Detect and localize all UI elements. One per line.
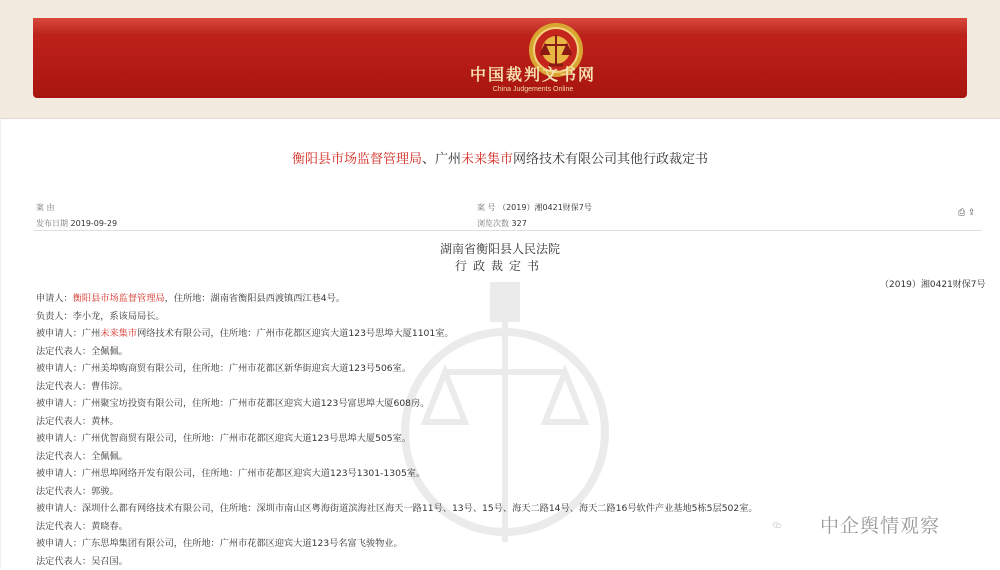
court-name: 湖南省衡阳县人民法院 (0, 240, 1000, 257)
document-title: 衡阳县市场监督管理局、广州未来集市网络技术有限公司其他行政裁定书 (0, 148, 1000, 167)
divider (34, 230, 982, 231)
party-line: 法定代表人：吴召国。 (36, 553, 936, 570)
site-banner (33, 18, 967, 98)
views-value: 327 (512, 219, 527, 228)
views-label: 浏览次数 (477, 219, 509, 228)
case-value: （2019）湘0421财保7号 (498, 203, 592, 212)
site-subtitle: China Judgements Online (433, 86, 633, 93)
party-line: 法定代表人：郭骏。 (36, 483, 936, 501)
case-number: （2019）湘0421财保7号 (880, 277, 986, 290)
party-line: 法定代表人：曹伟淙。 (36, 378, 936, 396)
party-line: 被申请人：广州优智商贸有限公司，住所地：广州市花都区迎宾大道123号思埠大厦505室。 (36, 430, 936, 448)
party-line: 被申请人：深圳什么都有网络技术有限公司，住所地：深圳市南山区粤海街道滨海社区海天一路11号、13号、15号、海天二路14号、海天二路16号软件产业基地5栋5层502室。 (36, 500, 936, 518)
case-meta (477, 202, 592, 213)
party-line: 被申请人：广州未来集市网络技术有限公司，住所地：广州市花都区迎宾大道123号思埠大厦1101室。 (36, 325, 936, 343)
party-line: 法定代表人：黄晓春。 (36, 518, 936, 536)
party-line: 负责人：李小龙，系该局局长。 (36, 308, 936, 326)
watermark-text: 中企舆情观察 (820, 511, 940, 538)
print-share-icon[interactable]: ⎙ ⇪ (958, 208, 976, 218)
party-line: 被申请人：广州聚宝坊投资有限公司，住所地：广州市花都区迎宾大道123号富思埠大厦608房。 (36, 395, 936, 413)
case-label: 案 号 (477, 203, 496, 212)
party-line: 被申请人：广州思埠网络开发有限公司，住所地：广州市花都区迎宾大道123号1301-1305室。 (36, 465, 936, 483)
party-line: 法定代表人：全佩佩。 (36, 343, 936, 361)
date-meta (36, 218, 117, 229)
party-line: 法定代表人：黄林。 (36, 413, 936, 431)
date-value: 2019-09-29 (71, 219, 118, 228)
party-line: 被申请人：广州美埠购商贸有限公司，住所地：广州市花都区新华街迎宾大道123号506室。 (36, 360, 936, 378)
site-title: 中国裁判文书网 (433, 62, 633, 85)
cause-label: 案 由 (36, 203, 55, 212)
document-type: 行政裁定书 (0, 257, 1000, 274)
wechat-icon (772, 510, 816, 540)
party-line: 法定代表人：全佩佩。 (36, 448, 936, 466)
views-meta (477, 218, 527, 229)
party-line: 被申请人：广东思埠集团有限公司，住所地：广州市花都区迎宾大道123号名富飞骏物业。 (36, 535, 936, 553)
cause-meta (36, 202, 55, 213)
date-label: 发布日期 (36, 219, 68, 228)
party-line: 申请人：衡阳县市场监督管理局，住所地：湖南省衡阳县西渡镇西江巷4号。 (36, 290, 936, 308)
